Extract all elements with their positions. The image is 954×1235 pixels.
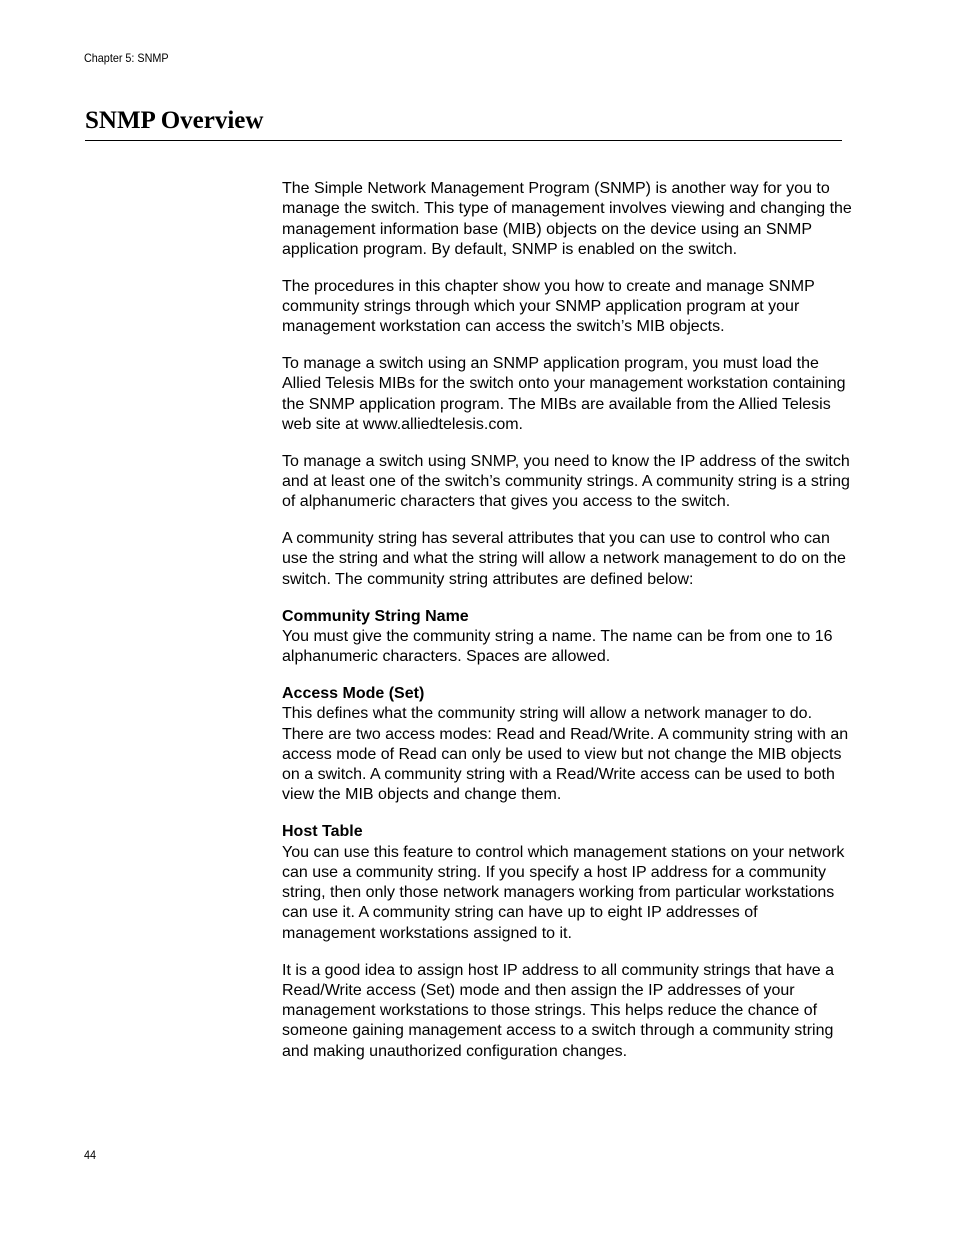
attribute-heading: Host Table [282, 823, 363, 841]
attribute-text: You must give the community string a name. The name can be from one to 16 alphanumeric characters. Spaces are allowed. [282, 627, 833, 666]
paragraph-closing: It is a good idea to assign host IP address to all community strings that have a Read/Write access (Set) mode and then assign the IP addresses of your management workstations to those strings. This helps reduce the chance of someone gaining management access to a switch through a community string and making unauthorized configuration changes. [282, 961, 835, 1060]
paragraph-intro: The Simple Network Management Program (SNMP) is another way for you to manage the switch. This type of management involves viewing and changing the management information base (MIB) objects on the device using an SNMP application program. By default, SNMP is enabled on the switch. [282, 180, 852, 258]
attribute-host-table [282, 822, 852, 944]
title-rule [85, 140, 842, 141]
paragraph-attributes-intro: A community string has several attributes that you can use to control who can use the string and what the string will allow a network management to do on the switch. The community string attributes are defined below: [282, 530, 846, 588]
paragraph-mib-loading: To manage a switch using an SNMP application program, you must load the Allied Telesis MIBs for the switch onto your management workstation containing the SNMP application program. The MIBs are available from the Allied Telesis web site at www.alliedtelesis.com. [282, 355, 846, 433]
attribute-heading: Access Mode (Set) [282, 684, 425, 702]
attribute-heading: Community String Name [282, 607, 469, 625]
paragraph-procedures: The procedures in this chapter show you how to create and manage SNMP community strings through which your SNMP application program at your management workstation can access the switch’s MIB objects. [282, 277, 815, 336]
paragraph-requirements: To manage a switch using SNMP, you need to know the IP address of the switch and at least one of the switch’s community strings. A community string is a string of alphanumeric characters that gives you access to the switch. [282, 452, 850, 511]
attribute-text: This defines what the community string will allow a network manager to do. There are two access modes: Read and Read/Write. A community string with an access mode of Read can only be used to view but not change the MIB objects on a switch. A community string with a Read/Write access can be used to both view the MIB objects and change them. [282, 705, 849, 804]
attribute-access-mode [282, 684, 852, 806]
page-number: 44 [84, 1148, 97, 1162]
section-title: SNMP Overview [85, 107, 264, 134]
attribute-community-string-name [282, 607, 852, 668]
running-header-chapter: Chapter 5: SNMP [84, 51, 169, 65]
attribute-text: You can use this feature to control which management stations on your network can use a community string. If you specify a host IP address for a community string, then only those network managers working from particular workstations can use it. A community string can have up to eight IP addresses of management workstations assigned to it. [282, 843, 845, 942]
body-column [282, 179, 852, 1078]
